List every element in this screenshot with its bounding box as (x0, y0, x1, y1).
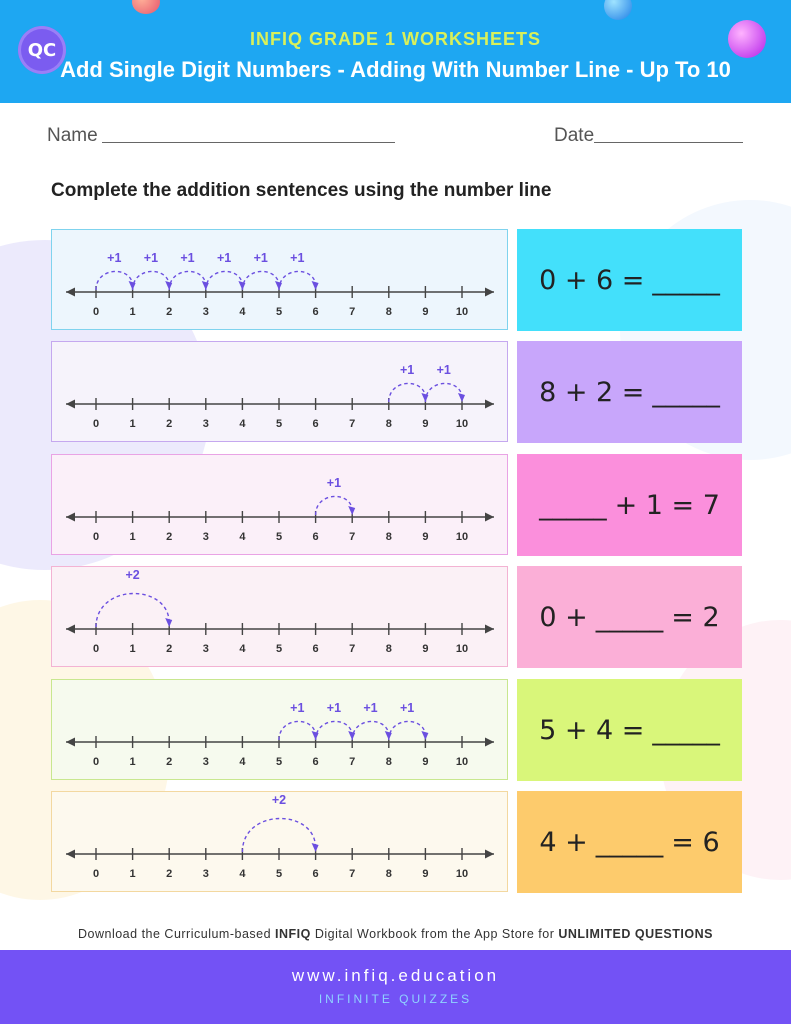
hop-arc (169, 271, 206, 290)
hop-arrow-icon (312, 843, 319, 852)
hop-arc (242, 818, 315, 852)
arrow-right-icon (485, 288, 494, 297)
hop-label: +1 (216, 251, 232, 265)
footer-note (0, 927, 791, 941)
date-field[interactable] (594, 142, 743, 143)
tick-label: 5 (275, 418, 283, 430)
page-title: Add Single Digit Numbers - Adding With Number Line - Up To 10 (60, 57, 731, 82)
hop-label: +1 (363, 701, 378, 715)
tick-label: 6 (312, 756, 319, 768)
tick-label: 0 (92, 306, 100, 318)
arrow-right-icon (485, 850, 494, 859)
number-line (52, 342, 509, 443)
tick-label: 2 (166, 306, 173, 318)
tick-label: 10 (455, 756, 469, 768)
tick-label: 3 (202, 531, 209, 543)
arrow-right-icon (485, 738, 494, 747)
tick-label: 10 (455, 418, 469, 430)
tick-label: 0 (92, 643, 100, 655)
answer-blank[interactable]: _____ (652, 376, 720, 408)
hop-label: +1 (399, 701, 415, 715)
number-line (52, 230, 509, 331)
number-line (52, 455, 509, 556)
hop-arc (242, 271, 279, 290)
tick-label: 8 (385, 306, 392, 318)
number-line (52, 680, 509, 781)
answer-blank[interactable]: _____ (595, 601, 664, 633)
hop-label: +2 (271, 793, 287, 807)
tick-label: 3 (202, 306, 209, 318)
tick-label: 7 (349, 531, 356, 543)
tick-label: 6 (312, 868, 319, 880)
tick-label: 7 (349, 756, 356, 768)
tick-label: 2 (166, 418, 173, 430)
tick-label: 1 (129, 306, 136, 318)
arrow-left-icon (66, 625, 75, 634)
hop-label: +1 (326, 701, 342, 715)
tick-label: 3 (202, 643, 209, 655)
decorative-ball-icon (604, 0, 632, 20)
name-field[interactable] (102, 142, 395, 143)
hop-arrow-icon (421, 731, 428, 740)
tick-label: 7 (349, 306, 356, 318)
tick-label: 2 (166, 643, 173, 655)
hop-arc (316, 496, 353, 515)
tick-label: 8 (385, 418, 392, 430)
arrow-right-icon (485, 400, 494, 409)
hop-arc (352, 721, 389, 740)
tick-label: 1 (129, 643, 136, 655)
hop-label: +1 (290, 701, 305, 715)
equation-box (517, 791, 742, 893)
equation-text: + 1 = 7 (614, 489, 720, 521)
footer-note-brand: INFIQ (275, 927, 311, 941)
number-line-panel (51, 341, 508, 442)
footer-note-emphasis: UNLIMITED QUESTIONS (558, 927, 713, 941)
equation-box (517, 454, 742, 556)
arrow-left-icon (66, 513, 75, 522)
hop-arrow-icon (312, 281, 319, 290)
hop-label: +1 (180, 251, 195, 265)
arrow-right-icon (485, 625, 494, 634)
tick-label: 5 (275, 306, 283, 318)
hop-label: +1 (290, 251, 305, 265)
tick-label: 7 (349, 418, 356, 430)
hop-label: +1 (107, 251, 122, 265)
tick-label: 4 (239, 306, 246, 318)
tick-label: 8 (385, 756, 392, 768)
hop-arc (425, 383, 462, 402)
tick-label: 4 (239, 868, 246, 880)
name-label: Name (47, 125, 98, 146)
tick-label: 1 (129, 418, 136, 430)
arrow-left-icon (66, 400, 75, 409)
equation-text: 0 + (539, 601, 588, 633)
tick-label: 2 (166, 531, 173, 543)
number-line-panel (51, 454, 508, 555)
hop-arrow-icon (165, 618, 172, 627)
hop-arrow-icon (458, 393, 465, 402)
tick-label: 0 (92, 756, 100, 768)
equation-box (517, 229, 742, 331)
tick-label: 9 (422, 756, 429, 768)
tick-label: 7 (349, 643, 356, 655)
tick-label: 6 (312, 306, 319, 318)
tick-label: 4 (239, 756, 246, 768)
arrow-left-icon (66, 738, 75, 747)
tick-label: 8 (385, 531, 392, 543)
footer-note-text: Digital Workbook from the App Store for (310, 927, 559, 941)
tick-label: 8 (385, 868, 392, 880)
number-line-panel (51, 791, 508, 892)
tick-label: 10 (455, 868, 469, 880)
hop-arc (96, 271, 133, 290)
tick-label: 10 (455, 306, 469, 318)
hop-label: +2 (125, 568, 140, 582)
equation-text: 0 + 6 = (539, 264, 645, 296)
hop-arrow-icon (348, 506, 355, 515)
tick-label: 4 (239, 418, 246, 430)
tick-label: 1 (129, 531, 136, 543)
hop-label: +1 (436, 363, 451, 377)
tick-label: 9 (422, 418, 429, 430)
infiq-logo: QC (18, 26, 66, 74)
hop-arc (96, 593, 169, 627)
date-label: Date (554, 125, 595, 146)
tick-label: 0 (92, 868, 100, 880)
hop-arc (316, 721, 353, 740)
tick-label: 5 (275, 643, 283, 655)
tick-label: 0 (92, 418, 100, 430)
footer-url[interactable]: www.infiq.education (291, 966, 500, 985)
tick-label: 1 (129, 868, 136, 880)
answer-blank[interactable]: _____ (595, 826, 664, 858)
hop-arc (279, 271, 316, 290)
number-line (52, 567, 509, 668)
hop-arc (133, 271, 170, 290)
answer-blank[interactable]: _____ (652, 264, 720, 296)
number-line-panel (51, 679, 508, 780)
footer-banner (0, 950, 791, 1024)
hop-label: +1 (143, 251, 159, 265)
tick-label: 6 (312, 531, 319, 543)
tick-label: 1 (129, 756, 136, 768)
equation-box (517, 566, 742, 668)
hop-arc (279, 721, 316, 740)
tick-label: 8 (385, 643, 392, 655)
tick-label: 9 (422, 868, 429, 880)
footer-note-text: Download the Curriculum-based (78, 927, 276, 941)
hop-label: +1 (326, 476, 342, 490)
grade-title: INFIQ GRADE 1 WORKSHEETS (249, 29, 542, 49)
tick-label: 2 (166, 756, 173, 768)
tick-label: 3 (202, 756, 209, 768)
equation-text: 5 + 4 = (539, 714, 645, 746)
header-banner (0, 0, 791, 103)
number-line-panel (51, 229, 508, 330)
hop-arc (389, 721, 426, 740)
tick-label: 9 (422, 306, 429, 318)
tick-label: 10 (455, 531, 469, 543)
tick-label: 9 (422, 531, 429, 543)
tick-label: 6 (312, 418, 319, 430)
hop-label: +1 (253, 251, 268, 265)
tick-label: 10 (455, 643, 469, 655)
number-line (52, 792, 509, 893)
equation-text: 8 + 2 = (539, 376, 645, 408)
arrow-right-icon (485, 513, 494, 522)
equation-box (517, 679, 742, 781)
tick-label: 7 (349, 868, 356, 880)
tick-label: 5 (275, 868, 283, 880)
tick-label: 4 (239, 643, 246, 655)
tick-label: 3 (202, 868, 209, 880)
answer-blank[interactable]: _____ (652, 714, 720, 746)
equation-text: = 6 (671, 826, 720, 858)
hop-label: +1 (399, 363, 415, 377)
tick-label: 2 (166, 868, 173, 880)
tick-label: 3 (202, 418, 209, 430)
tick-label: 5 (275, 531, 283, 543)
footer-tagline: INFINITE QUIZZES (318, 992, 473, 1006)
arrow-left-icon (66, 850, 75, 859)
equation-box (517, 341, 742, 443)
tick-label: 9 (422, 643, 429, 655)
answer-blank[interactable]: _____ (539, 489, 607, 521)
equation-text: 4 + (539, 826, 588, 858)
tick-label: 4 (239, 531, 246, 543)
hop-arc (389, 383, 426, 402)
decorative-ball-icon (132, 0, 160, 14)
number-line-panel (51, 566, 508, 667)
equation-text: = 2 (671, 601, 720, 633)
tick-label: 6 (312, 643, 319, 655)
tick-label: 5 (275, 756, 283, 768)
arrow-left-icon (66, 288, 75, 297)
tick-label: 0 (92, 531, 100, 543)
hop-arc (206, 271, 243, 290)
instruction-text: Complete the addition sentences using the number line (51, 180, 552, 201)
